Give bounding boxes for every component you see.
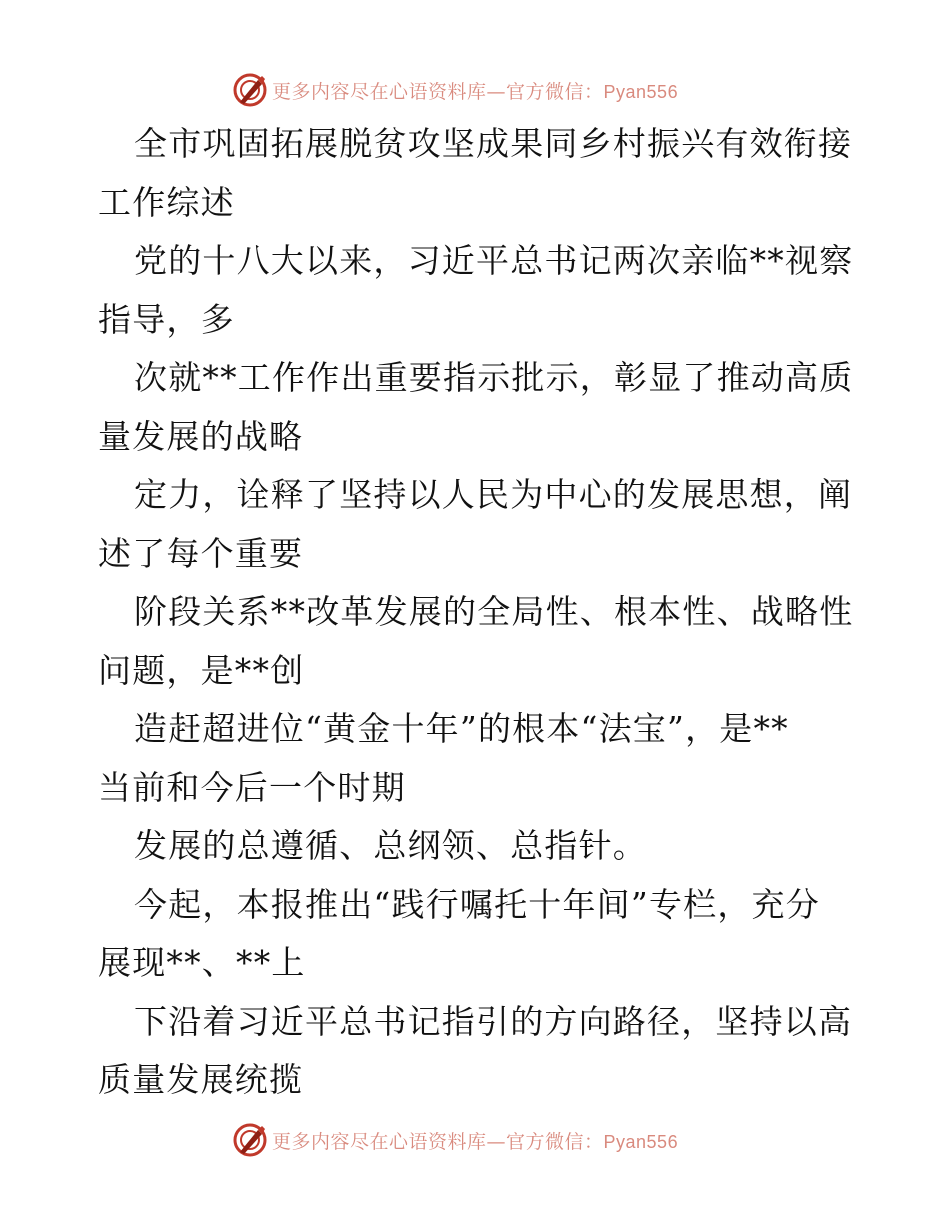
text-line: 发展的总遵循、总纲领、总指针。 <box>134 826 647 865</box>
pen-logo-icon <box>232 1122 268 1158</box>
text-line: 述了每个重要 <box>98 533 304 573</box>
footer-watermark <box>232 1120 752 1160</box>
watermark-text: 更多内容尽在心语资料库—官方微信：Pyan556 <box>272 1130 679 1153</box>
text-line: 定力，诠释了坚持以人民为中心的发展思想，阐 <box>134 475 853 514</box>
watermark-text: 更多内容尽在心语资料库—官方微信：Pyan556 <box>272 80 679 103</box>
text-line: 党的十八大以来，习近平总书记两次亲临**视察 <box>134 241 854 280</box>
document-title-line-1: 全市巩固拓展脱贫攻坚成果同乡村振兴有效衔接 <box>134 124 853 163</box>
text-line: 阶段关系**改革发展的全局性、根本性、战略性 <box>134 592 854 631</box>
text-line: 今起，本报推出“践行嘱托十年间”专栏，充分 <box>134 884 820 924</box>
text-line: 质量发展统揽 <box>98 1060 304 1099</box>
text-line: 造赶超进位“黄金十年”的根本“法宝”，是** <box>134 709 789 748</box>
text-line: 量发展的战略 <box>98 416 304 456</box>
pen-logo-icon <box>232 72 268 108</box>
document-body <box>98 115 853 1110</box>
text-line: 问题，是**创 <box>98 650 305 690</box>
header-watermark <box>232 70 752 110</box>
text-line: 下沿着习近平总书记指引的方向路径，坚持以高 <box>134 1001 853 1041</box>
text-line: 次就**工作作出重要指示批示，彰显了推动高质 <box>134 358 854 397</box>
text-line: 展现**、**上 <box>98 943 306 982</box>
text-line: 当前和今后一个时期 <box>98 767 406 807</box>
document-title-line-2: 工作综述 <box>98 182 235 222</box>
text-line: 指导，多 <box>98 299 235 339</box>
